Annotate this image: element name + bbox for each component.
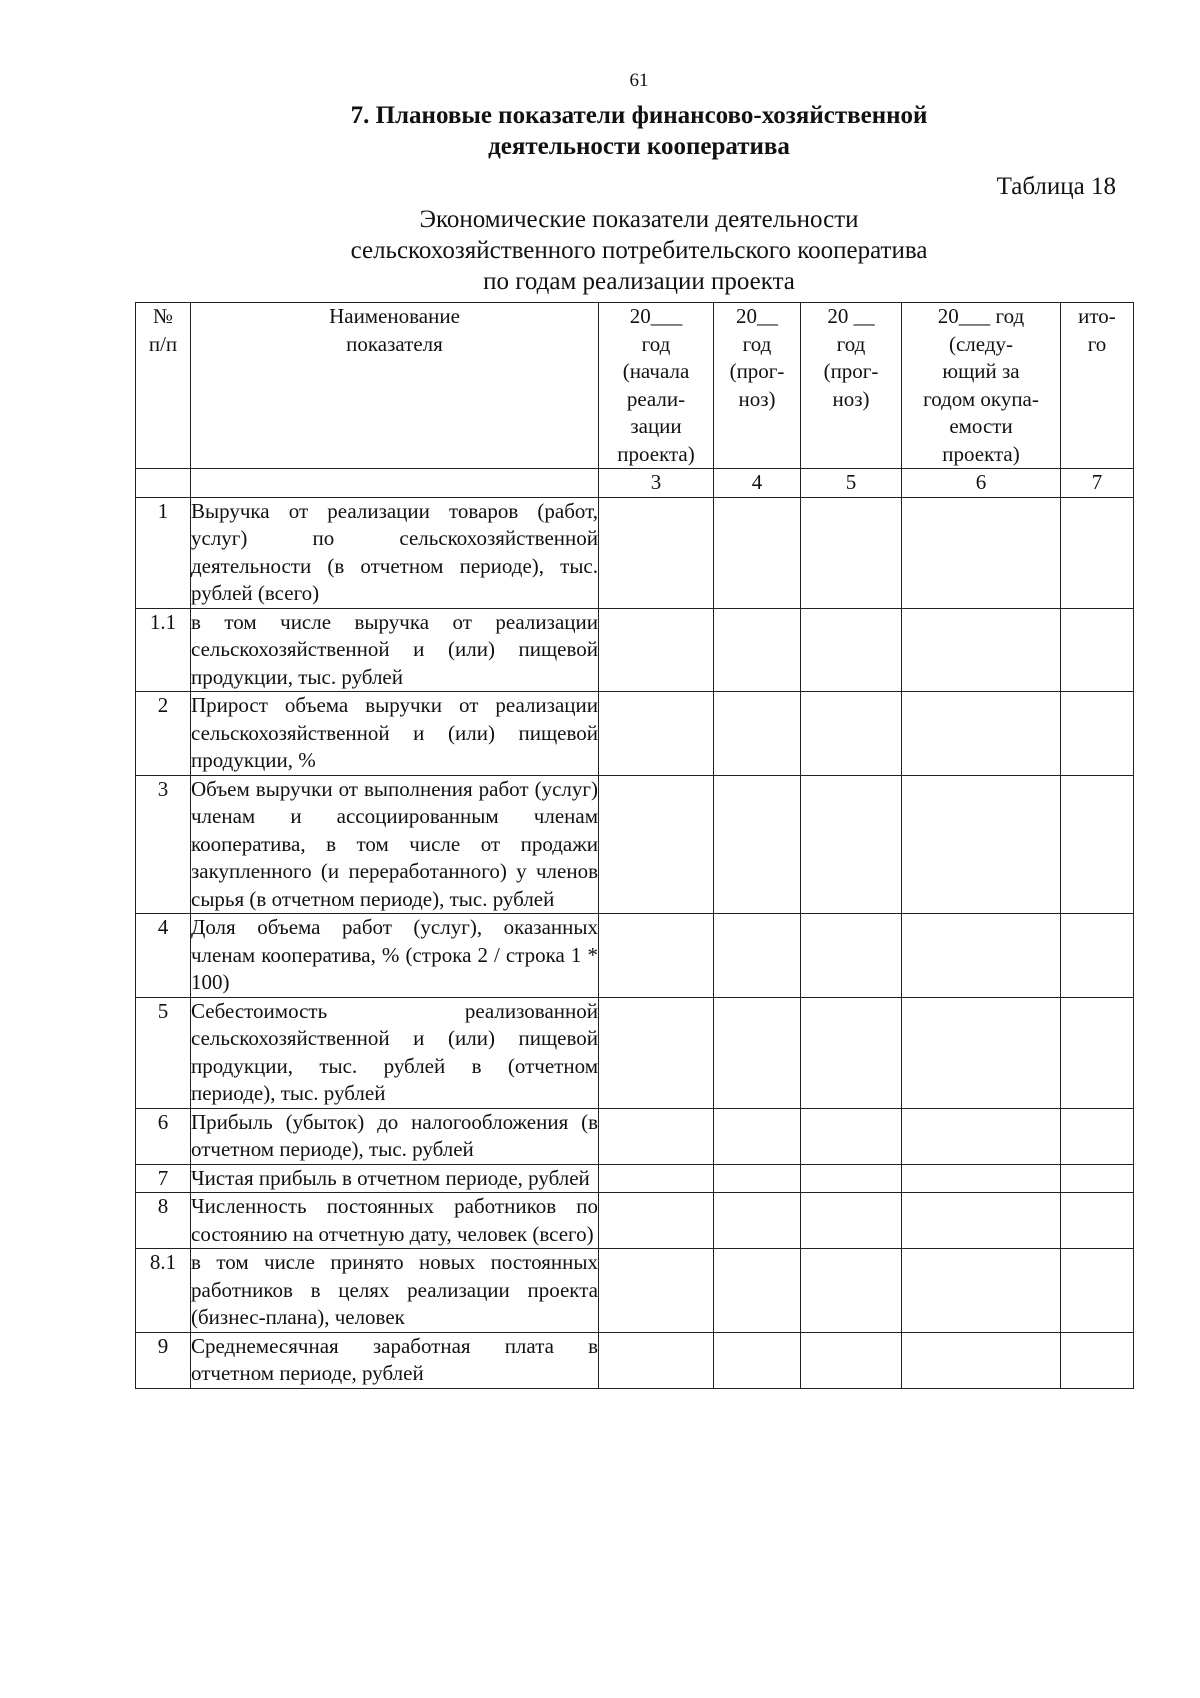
- row-number: 6: [136, 1108, 191, 1164]
- column-number-cell: 4: [714, 469, 801, 498]
- column-number-cell: [191, 469, 599, 498]
- table-row: [136, 1164, 1134, 1193]
- caption-line: по годам реализации проекта: [483, 268, 795, 295]
- column-number-cell: 7: [1061, 469, 1134, 498]
- row-indicator-name: Прибыль (убыток) до налогообложения (в отчетном периоде), тыс. рублей: [191, 1108, 599, 1164]
- row-indicator-name: Себестоимость реализованной сельскохозяйственной и (или) пищевой продукции, тыс. рублей в (отчетном периоде), тыс. рублей: [191, 997, 599, 1108]
- total-cell[interactable]: [1061, 1193, 1134, 1249]
- value-cell[interactable]: [599, 1332, 714, 1388]
- header-year-forecast-1: 20__ год (прог- ноз): [714, 303, 801, 469]
- value-cell[interactable]: [801, 1249, 902, 1333]
- table-header-row: [136, 303, 1134, 469]
- row-indicator-name: Среднемесячная заработная плата в отчетном периоде, рублей: [191, 1332, 599, 1388]
- table-row: [136, 1108, 1134, 1164]
- table-label: Таблица 18: [996, 173, 1116, 200]
- value-cell[interactable]: [599, 1249, 714, 1333]
- header-year-start: 20___ год (начала реали- зации проекта): [599, 303, 714, 469]
- row-number: 8.1: [136, 1249, 191, 1333]
- value-cell[interactable]: [902, 1108, 1061, 1164]
- value-cell[interactable]: [801, 1193, 902, 1249]
- table-row: [136, 1332, 1134, 1388]
- value-cell[interactable]: [801, 997, 902, 1108]
- value-cell[interactable]: [801, 775, 902, 914]
- row-indicator-name: Доля объема работ (услуг), оказанных членам кооператива, % (строка 2 / строка 1 * 100): [191, 914, 599, 998]
- page-number: 61: [629, 70, 649, 91]
- row-number: 9: [136, 1332, 191, 1388]
- value-cell[interactable]: [714, 692, 801, 776]
- section-title-line: деятельности кооператива: [488, 133, 790, 160]
- value-cell[interactable]: [599, 914, 714, 998]
- table-row: [136, 914, 1134, 998]
- value-cell[interactable]: [902, 1332, 1061, 1388]
- value-cell[interactable]: [801, 608, 902, 692]
- row-indicator-name: Выручка от реализации товаров (работ, услуг) по сельскохозяйственной деятельности (в отчетном периоде), тыс. рублей (всего): [191, 497, 599, 608]
- value-cell[interactable]: [714, 914, 801, 998]
- row-number: 4: [136, 914, 191, 998]
- table-row: [136, 775, 1134, 914]
- column-number-cell: 6: [902, 469, 1061, 498]
- value-cell[interactable]: [714, 1332, 801, 1388]
- row-indicator-name: Объем выручки от выполнения работ (услуг) членам и ассоциированным членам кооператива, в том числе от продажи закупленного (и переработанного) у членов сырья (в отчетном периоде), тыс. рублей: [191, 775, 599, 914]
- value-cell[interactable]: [902, 608, 1061, 692]
- value-cell[interactable]: [714, 775, 801, 914]
- total-cell[interactable]: [1061, 914, 1134, 998]
- header-year-forecast-2: 20 __ год (прог- ноз): [801, 303, 902, 469]
- value-cell[interactable]: [714, 1164, 801, 1193]
- total-cell[interactable]: [1061, 1332, 1134, 1388]
- column-number-row: [136, 469, 1134, 498]
- row-number: 1: [136, 497, 191, 608]
- header-number: № п/п: [136, 303, 191, 469]
- row-indicator-name: Чистая прибыль в отчетном периоде, рублей: [191, 1164, 599, 1193]
- total-cell[interactable]: [1061, 1249, 1134, 1333]
- value-cell[interactable]: [902, 997, 1061, 1108]
- value-cell[interactable]: [902, 775, 1061, 914]
- value-cell[interactable]: [714, 497, 801, 608]
- section-title: [0, 100, 1200, 162]
- header-indicator-name: Наименование показателя: [191, 303, 599, 469]
- table-row: [136, 608, 1134, 692]
- caption-line: сельскохозяйственного потребительского кооператива: [350, 237, 928, 264]
- value-cell[interactable]: [599, 497, 714, 608]
- value-cell[interactable]: [801, 497, 902, 608]
- table-row: [136, 997, 1134, 1108]
- value-cell[interactable]: [599, 997, 714, 1108]
- value-cell[interactable]: [714, 608, 801, 692]
- total-cell[interactable]: [1061, 1108, 1134, 1164]
- row-number: 2: [136, 692, 191, 776]
- row-indicator-name: Прирост объема выручки от реализации сельскохозяйственной и (или) пищевой продукции, %: [191, 692, 599, 776]
- table-row: [136, 1249, 1134, 1333]
- row-number: 7: [136, 1164, 191, 1193]
- row-indicator-name: в том числе выручка от реализации сельскохозяйственной и (или) пищевой продукции, тыс. рублей: [191, 608, 599, 692]
- value-cell[interactable]: [902, 692, 1061, 776]
- total-cell[interactable]: [1061, 775, 1134, 914]
- value-cell[interactable]: [714, 1249, 801, 1333]
- value-cell[interactable]: [714, 1108, 801, 1164]
- value-cell[interactable]: [714, 1193, 801, 1249]
- column-number-cell: [136, 469, 191, 498]
- row-number: 8: [136, 1193, 191, 1249]
- row-indicator-name: в том числе принято новых постоянных работников в целях реализации проекта (бизнес-плана), человек: [191, 1249, 599, 1333]
- column-number-cell: 3: [599, 469, 714, 498]
- value-cell[interactable]: [599, 1164, 714, 1193]
- caption-line: Экономические показатели деятельности: [419, 206, 859, 233]
- value-cell[interactable]: [902, 497, 1061, 608]
- header-total: ито- го: [1061, 303, 1134, 469]
- header-year-after-payback: 20___ год (следу- ющий за годом окупа- емости проекта): [902, 303, 1061, 469]
- value-cell[interactable]: [801, 1164, 902, 1193]
- total-cell[interactable]: [1061, 692, 1134, 776]
- value-cell[interactable]: [599, 1193, 714, 1249]
- table-row: [136, 497, 1134, 608]
- total-cell[interactable]: [1061, 497, 1134, 608]
- value-cell[interactable]: [599, 1108, 714, 1164]
- row-number: 1.1: [136, 608, 191, 692]
- total-cell[interactable]: [1061, 608, 1134, 692]
- value-cell[interactable]: [714, 997, 801, 1108]
- value-cell[interactable]: [801, 914, 902, 998]
- row-indicator-name: Численность постоянных работников по состоянию на отчетную дату, человек (всего): [191, 1193, 599, 1249]
- table-row: [136, 1193, 1134, 1249]
- row-number: 5: [136, 997, 191, 1108]
- value-cell[interactable]: [599, 692, 714, 776]
- row-number: 3: [136, 775, 191, 914]
- total-cell[interactable]: [1061, 997, 1134, 1108]
- total-cell[interactable]: [1061, 1164, 1134, 1193]
- table-row: [136, 692, 1134, 776]
- column-number-cell: 5: [801, 469, 902, 498]
- value-cell[interactable]: [599, 608, 714, 692]
- indicators-table: [135, 302, 1134, 1389]
- value-cell[interactable]: [801, 1332, 902, 1388]
- value-cell[interactable]: [902, 1249, 1061, 1333]
- table-caption: [0, 204, 1200, 297]
- value-cell[interactable]: [801, 692, 902, 776]
- section-title-line: 7. Плановые показатели финансово-хозяйственной: [350, 102, 928, 129]
- value-cell[interactable]: [902, 1164, 1061, 1193]
- value-cell[interactable]: [902, 1193, 1061, 1249]
- value-cell[interactable]: [902, 914, 1061, 998]
- value-cell[interactable]: [801, 1108, 902, 1164]
- value-cell[interactable]: [599, 775, 714, 914]
